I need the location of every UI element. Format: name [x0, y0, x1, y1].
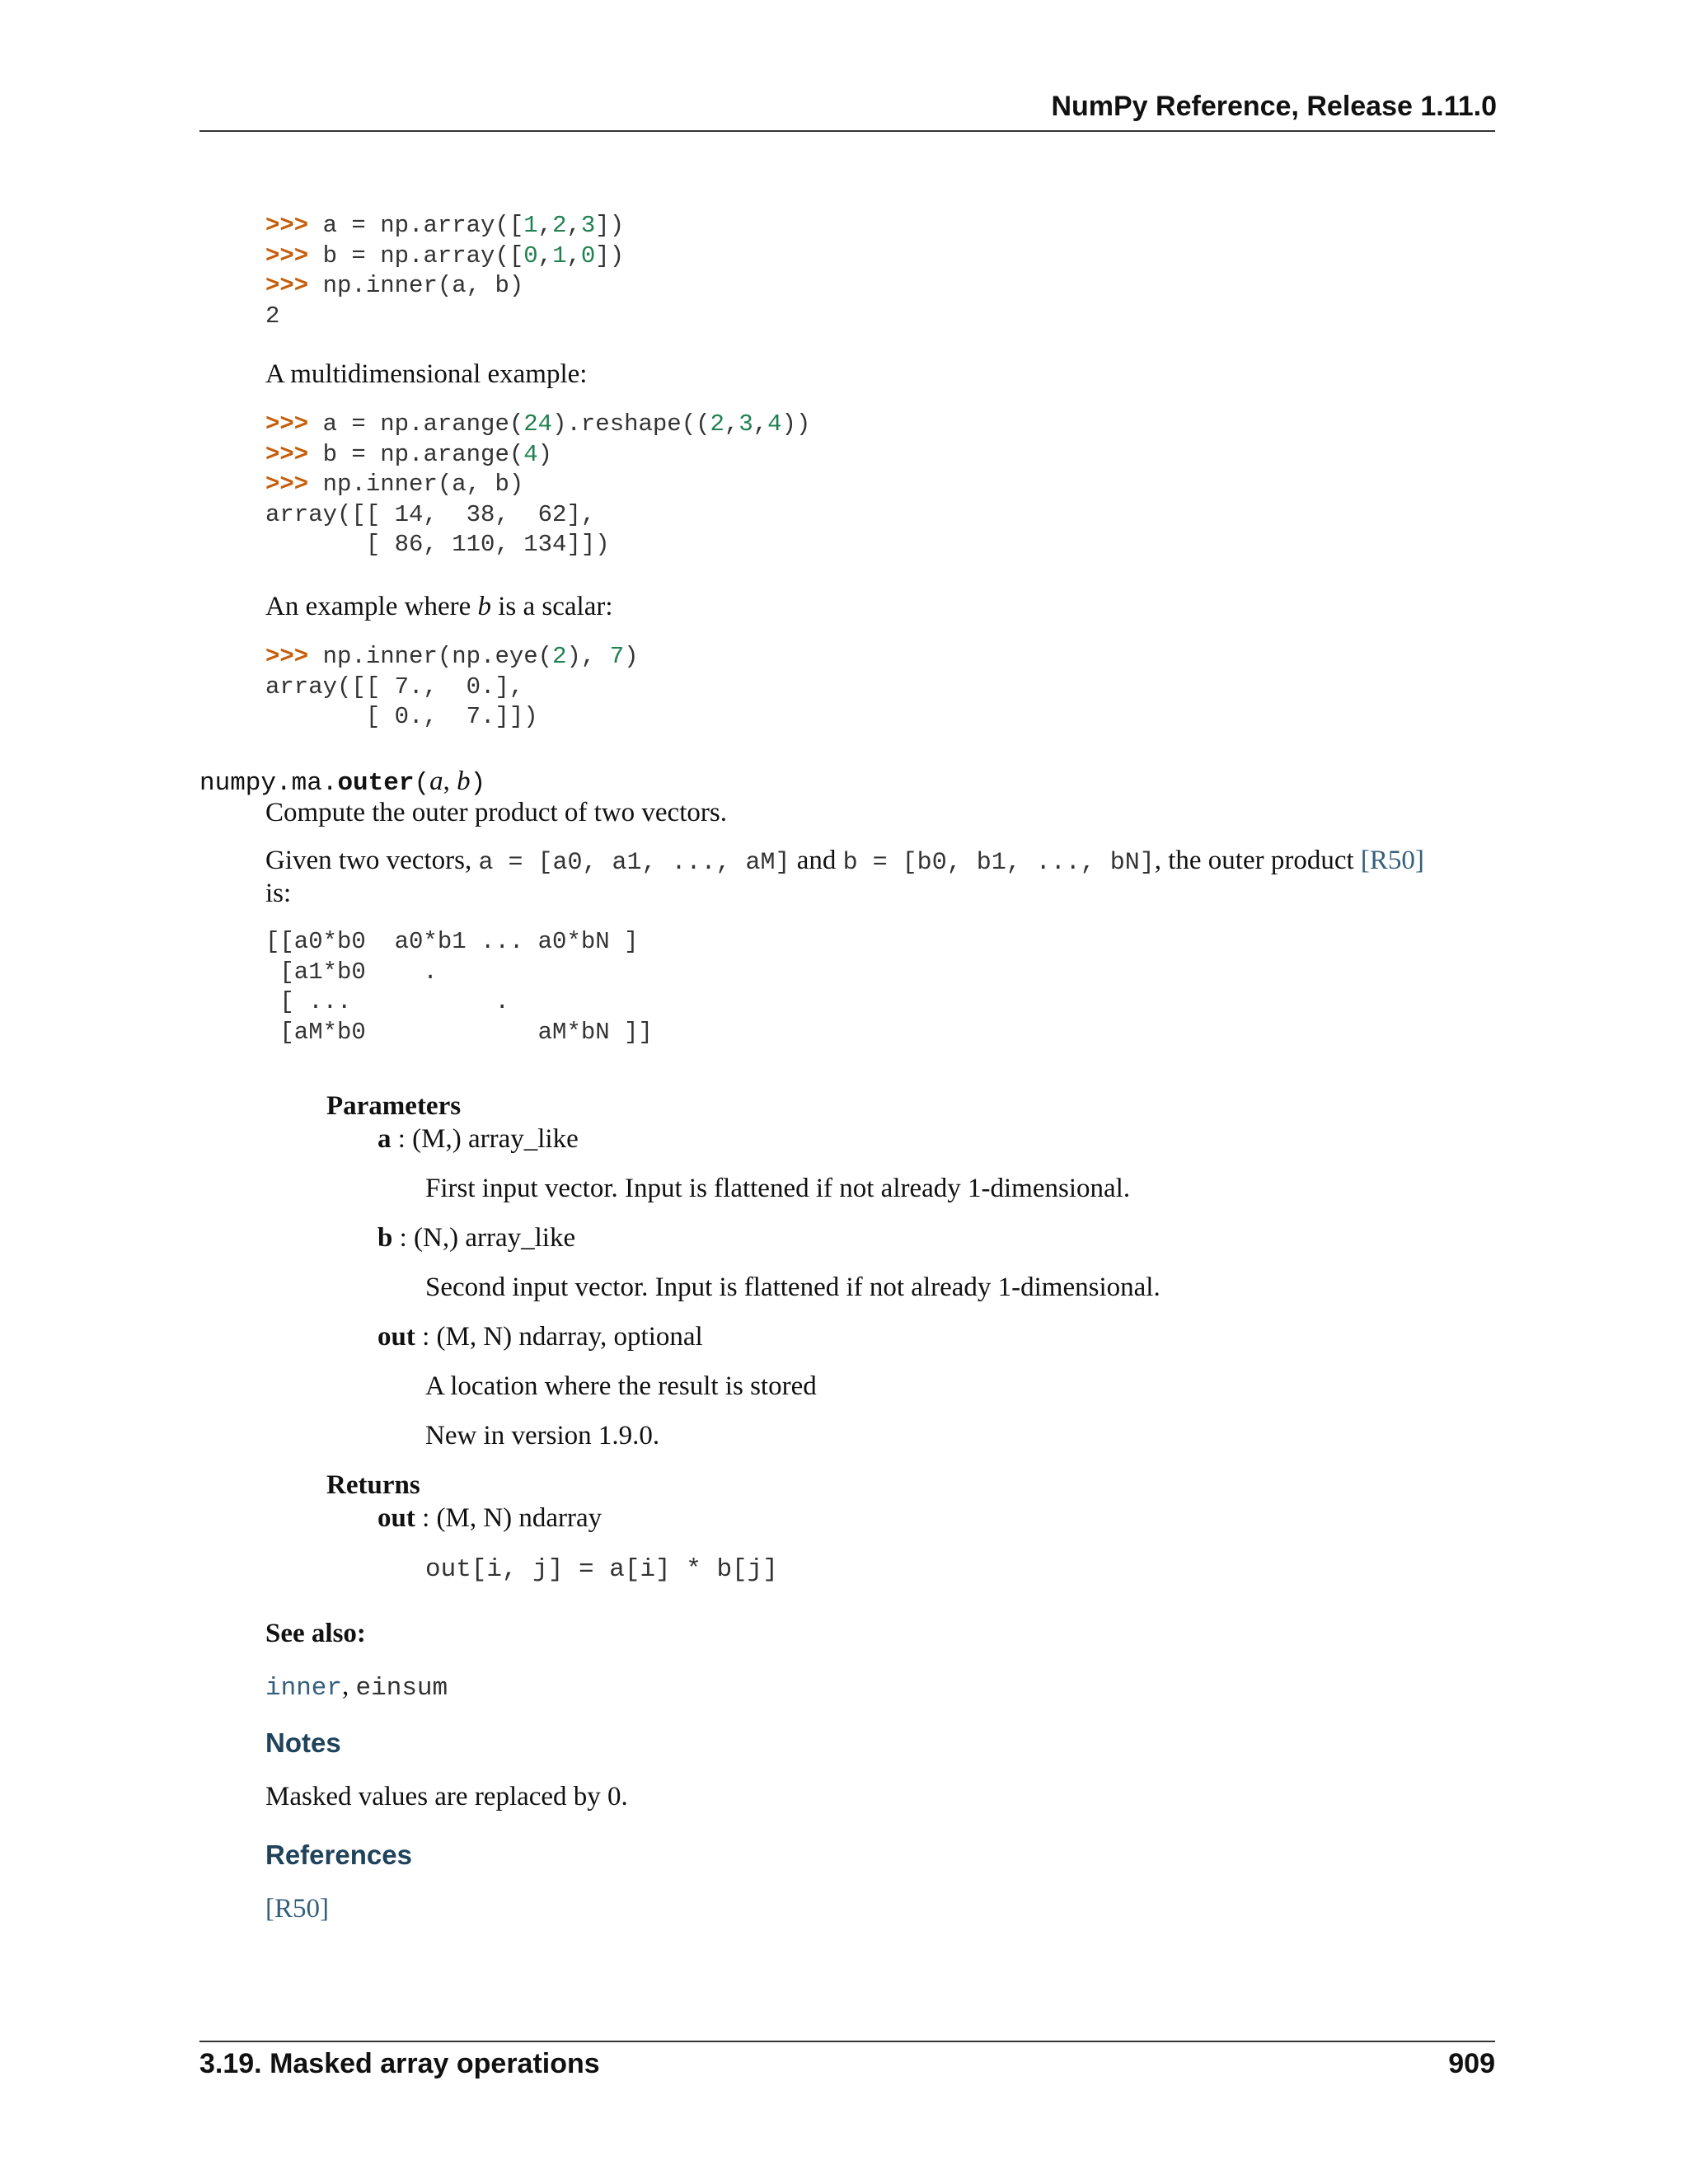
- function-summary: Compute the outer product of two vectors.: [265, 798, 727, 827]
- code-line: >>> np.inner(a, b): [265, 272, 524, 299]
- param-b: b : (N,) array_like: [377, 1223, 576, 1253]
- header-divider: [199, 130, 1495, 132]
- page-number: 909: [1448, 2048, 1495, 2079]
- notes-text: Masked values are replaced by 0.: [265, 1782, 628, 1811]
- code-line: >>> np.inner(np.eye(2), 7): [265, 643, 639, 670]
- see-also-link-inner[interactable]: inner: [265, 1674, 343, 1703]
- outer-description: Given two vectors, a = [a0, a1, ..., aM] and b = [b0, b1, ..., bN], the outer product [R50]: [265, 846, 1424, 877]
- see-also-heading: See also:: [265, 1619, 366, 1648]
- see-also-list: inner, einsum: [265, 1671, 448, 1703]
- param-out-version-note: New in version 1.9.0.: [425, 1421, 660, 1451]
- outer-product-matrix: [[a0*b0 a0*b1 ... a0*bN ] [a1*b0 . [ ... . [aM*b0 aM*bN ]]: [265, 928, 653, 1046]
- notes-heading: Notes: [265, 1727, 341, 1758]
- code-line: >>> a = np.array([1,2,3]): [265, 212, 625, 239]
- code-block-inner-scalar: [265, 642, 639, 733]
- returns-heading: Returns: [326, 1470, 420, 1500]
- references-heading: References: [265, 1840, 412, 1870]
- running-header-title: NumPy Reference, Release 1.11.0: [1051, 91, 1497, 122]
- code-line: >>> b = np.array([0,1,0]): [265, 241, 625, 269]
- function-signature-outer: numpy.ma.outer(a, b): [199, 766, 486, 798]
- footer-section-title: 3.19. Masked array operations: [199, 2048, 600, 2079]
- param-a-description: First input vector. Input is flattened if not already 1-dimensional.: [425, 1174, 1131, 1203]
- scalar-example-label: An example where b is a scalar:: [265, 592, 613, 621]
- outer-description-is: is:: [265, 879, 292, 908]
- param-a: a : (M,) array_like: [377, 1124, 579, 1154]
- multidimensional-example-label: A multidimensional example:: [265, 359, 588, 389]
- param-b-description: Second input vector. Input is flattened if not already 1-dimensional.: [425, 1272, 1160, 1302]
- code-output: array([[ 14, 38, 62],: [265, 500, 596, 528]
- citation-link-r50[interactable]: [R50]: [1360, 846, 1424, 875]
- code-block-inner-basic: [265, 211, 624, 331]
- code-line: >>> b = np.arange(4): [265, 440, 553, 468]
- footer-divider: [199, 2041, 1495, 2042]
- code-line: >>> np.inner(a, b): [265, 471, 524, 498]
- return-out-formula: out[i, j] = a[i] * b[j]: [425, 1555, 778, 1584]
- code-output: array([[ 7., 0.],: [265, 673, 524, 701]
- code-block-inner-multidim: [265, 410, 810, 560]
- param-out-description: A location where the result is stored: [425, 1371, 817, 1401]
- parameters-heading: Parameters: [326, 1091, 462, 1121]
- code-output: [ 0., 7.]]): [265, 703, 538, 730]
- param-out: out : (M, N) ndarray, optional: [377, 1322, 703, 1352]
- reference-link-r50[interactable]: [R50]: [265, 1894, 329, 1924]
- return-out: out : (M, N) ndarray: [377, 1503, 603, 1533]
- code-line: >>> a = np.arange(24).reshape((2,3,4)): [265, 410, 811, 438]
- code-output: 2: [265, 302, 280, 330]
- code-output: [ 86, 110, 134]]): [265, 531, 610, 558]
